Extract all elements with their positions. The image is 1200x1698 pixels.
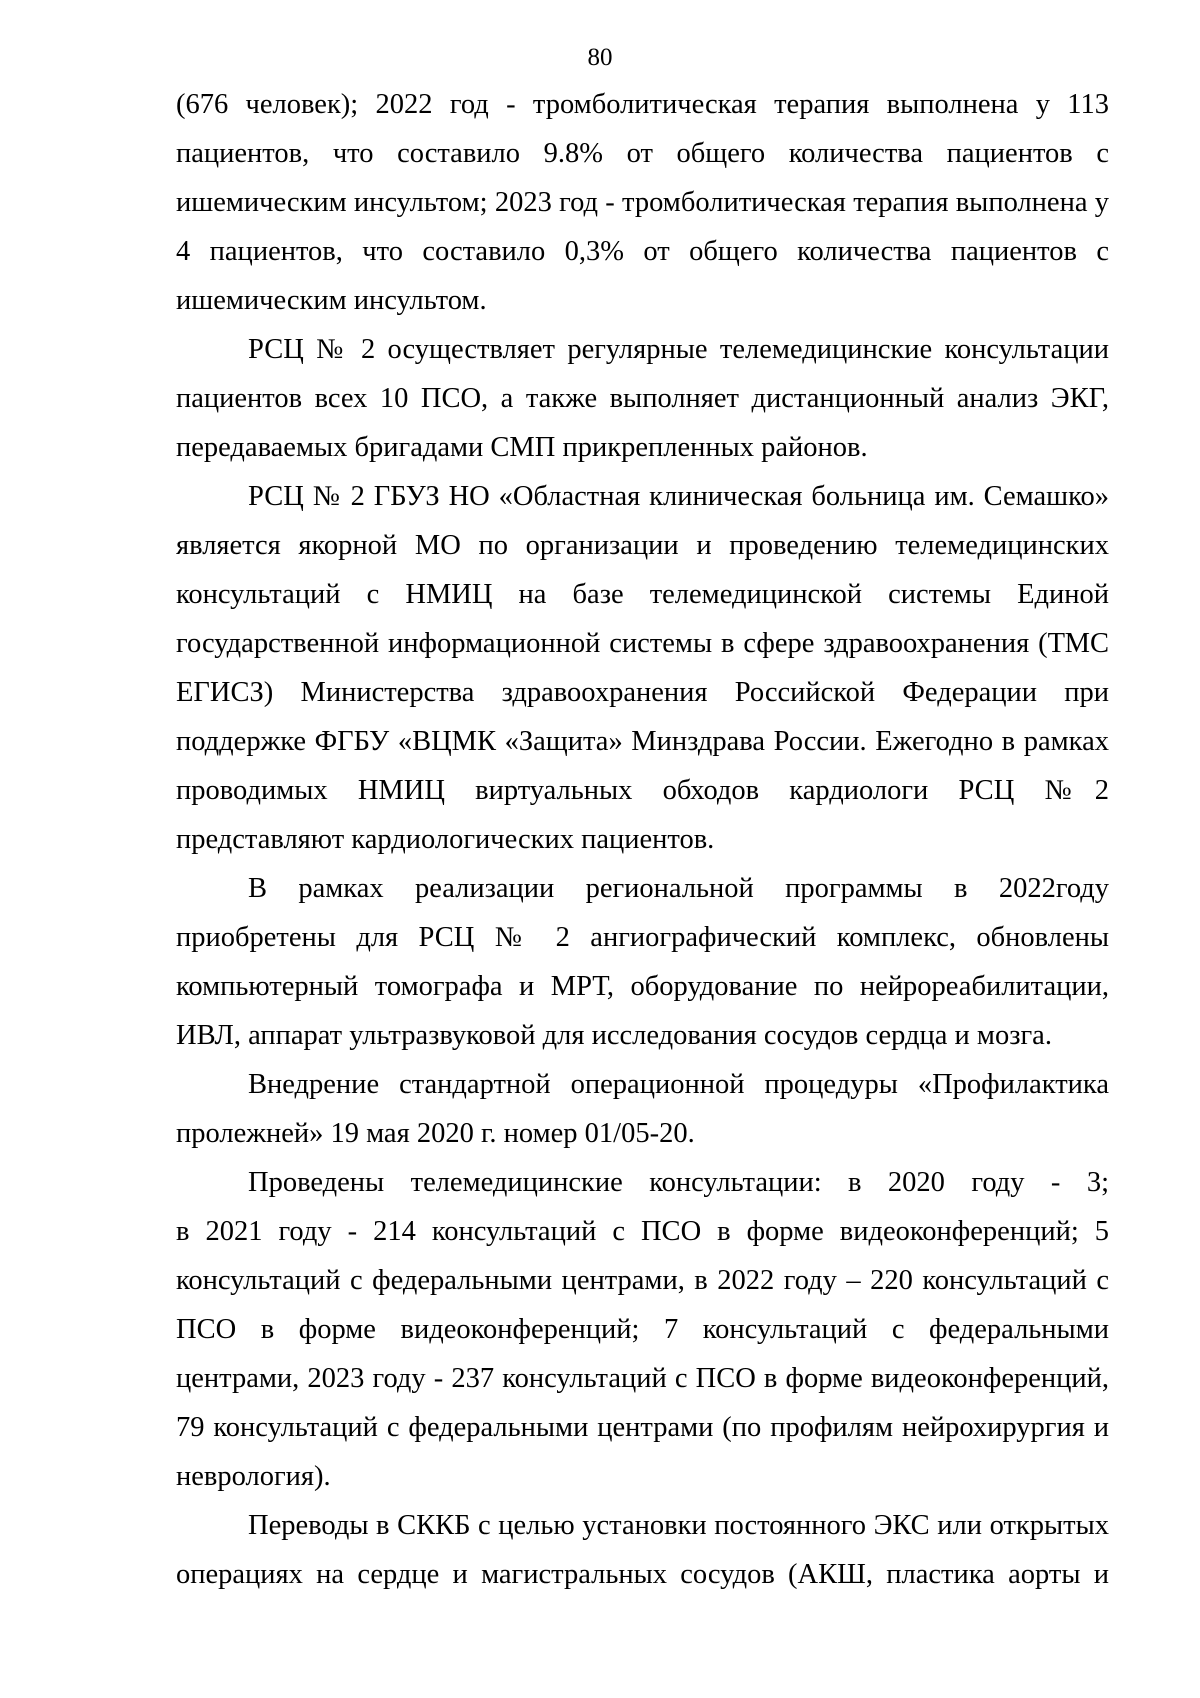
text-line: центрами, 2023 году - 237 консультаций с ПСО в форме видеоконференций, xyxy=(176,1363,1109,1394)
text-line: пациентов, что составило 9.8% от общего количества пациентов с xyxy=(176,138,1109,169)
text-line: консультаций с федеральными центрами, в 2022 году – 220 консультаций с xyxy=(176,1265,1109,1296)
text-line: ишемическим инсультом. xyxy=(176,285,487,316)
paragraph-telemedicine-consultations xyxy=(176,325,1109,472)
text-line: приобретены для РСЦ № 2 ангиографический комплекс, обновлены xyxy=(176,922,1109,953)
text-line: (676 человек); 2022 год - тромболитическая терапия выполнена у 113 xyxy=(176,89,1109,120)
text-line: 79 консультаций с федеральными центрами (по профилям нейрохирургия и xyxy=(176,1412,1109,1443)
text-line: 4 пациентов, что составило 0,3% от общего количества пациентов с xyxy=(176,236,1109,267)
text-line: передаваемых бригадами СМП прикрепленных районов. xyxy=(176,432,868,463)
text-line: Переводы в СККБ с целью установки постоянного ЭКС или открытых xyxy=(248,1510,1109,1541)
text-line: операциях на сердце и магистральных сосудов (АКШ, пластика аорты и xyxy=(176,1559,1109,1590)
text-line: пациентов всех 10 ПСО, а также выполняет дистанционный анализ ЭКГ, xyxy=(176,383,1109,414)
paragraph-thrombolysis xyxy=(176,80,1109,325)
text-line: Внедрение стандартной операционной процедуры «Профилактика xyxy=(248,1069,1109,1100)
document-body xyxy=(176,80,1109,1599)
text-line: в 2021 году - 214 консультаций с ПСО в форме видеоконференций; 5 xyxy=(176,1216,1109,1247)
paragraph-equipment xyxy=(176,864,1109,1060)
text-line: представляют кардиологических пациентов. xyxy=(176,824,715,855)
paragraph-procedure xyxy=(176,1060,1109,1158)
text-line: Проведены телемедицинские консультации: в 2020 году - 3; xyxy=(248,1167,1109,1198)
paragraph-transfers xyxy=(176,1501,1109,1599)
text-line: является якорной МО по организации и проведению телемедицинских xyxy=(176,530,1109,561)
text-line: неврология). xyxy=(176,1461,331,1492)
text-line: государственной информационной системы в сфере здравоохранения (ТМС xyxy=(176,628,1109,659)
page-number: 80 xyxy=(587,44,613,71)
text-line: ПСО в форме видеоконференций; 7 консультаций с федеральными xyxy=(176,1314,1109,1345)
text-line: ИВЛ, аппарат ультразвуковой для исследования сосудов сердца и мозга. xyxy=(176,1020,1052,1051)
text-line: ЕГИСЗ) Министерства здравоохранения Российской Федерации при xyxy=(176,677,1109,708)
text-line: поддержке ФГБУ «ВЦМК «Защита» Минздрава России. Ежегодно в рамках xyxy=(176,726,1109,757)
text-line: В рамках реализации региональной программы в 2022году xyxy=(248,873,1109,904)
text-line: консультаций с НМИЦ на базе телемедицинской системы Единой xyxy=(176,579,1109,610)
text-line: проводимых НМИЦ виртуальных обходов кардиологи РСЦ №2 xyxy=(176,775,1109,806)
text-line: ишемическим инсультом; 2023 год - тромболитическая терапия выполнена у xyxy=(176,187,1109,218)
text-line: компьютерный томографа и МРТ, оборудование по нейрореабилитации, xyxy=(176,971,1109,1002)
text-line: РСЦ № 2 осуществляет регулярные телемедицинские консультации xyxy=(248,334,1109,365)
text-line: РСЦ № 2 ГБУЗ НО «Областная клиническая больница им. Семашко» xyxy=(248,481,1109,512)
text-line: пролежней» 19 мая 2020 г. номер 01/05-20. xyxy=(176,1118,695,1149)
paragraph-anchor-organization xyxy=(176,472,1109,864)
paragraph-consultation-stats xyxy=(176,1158,1109,1501)
